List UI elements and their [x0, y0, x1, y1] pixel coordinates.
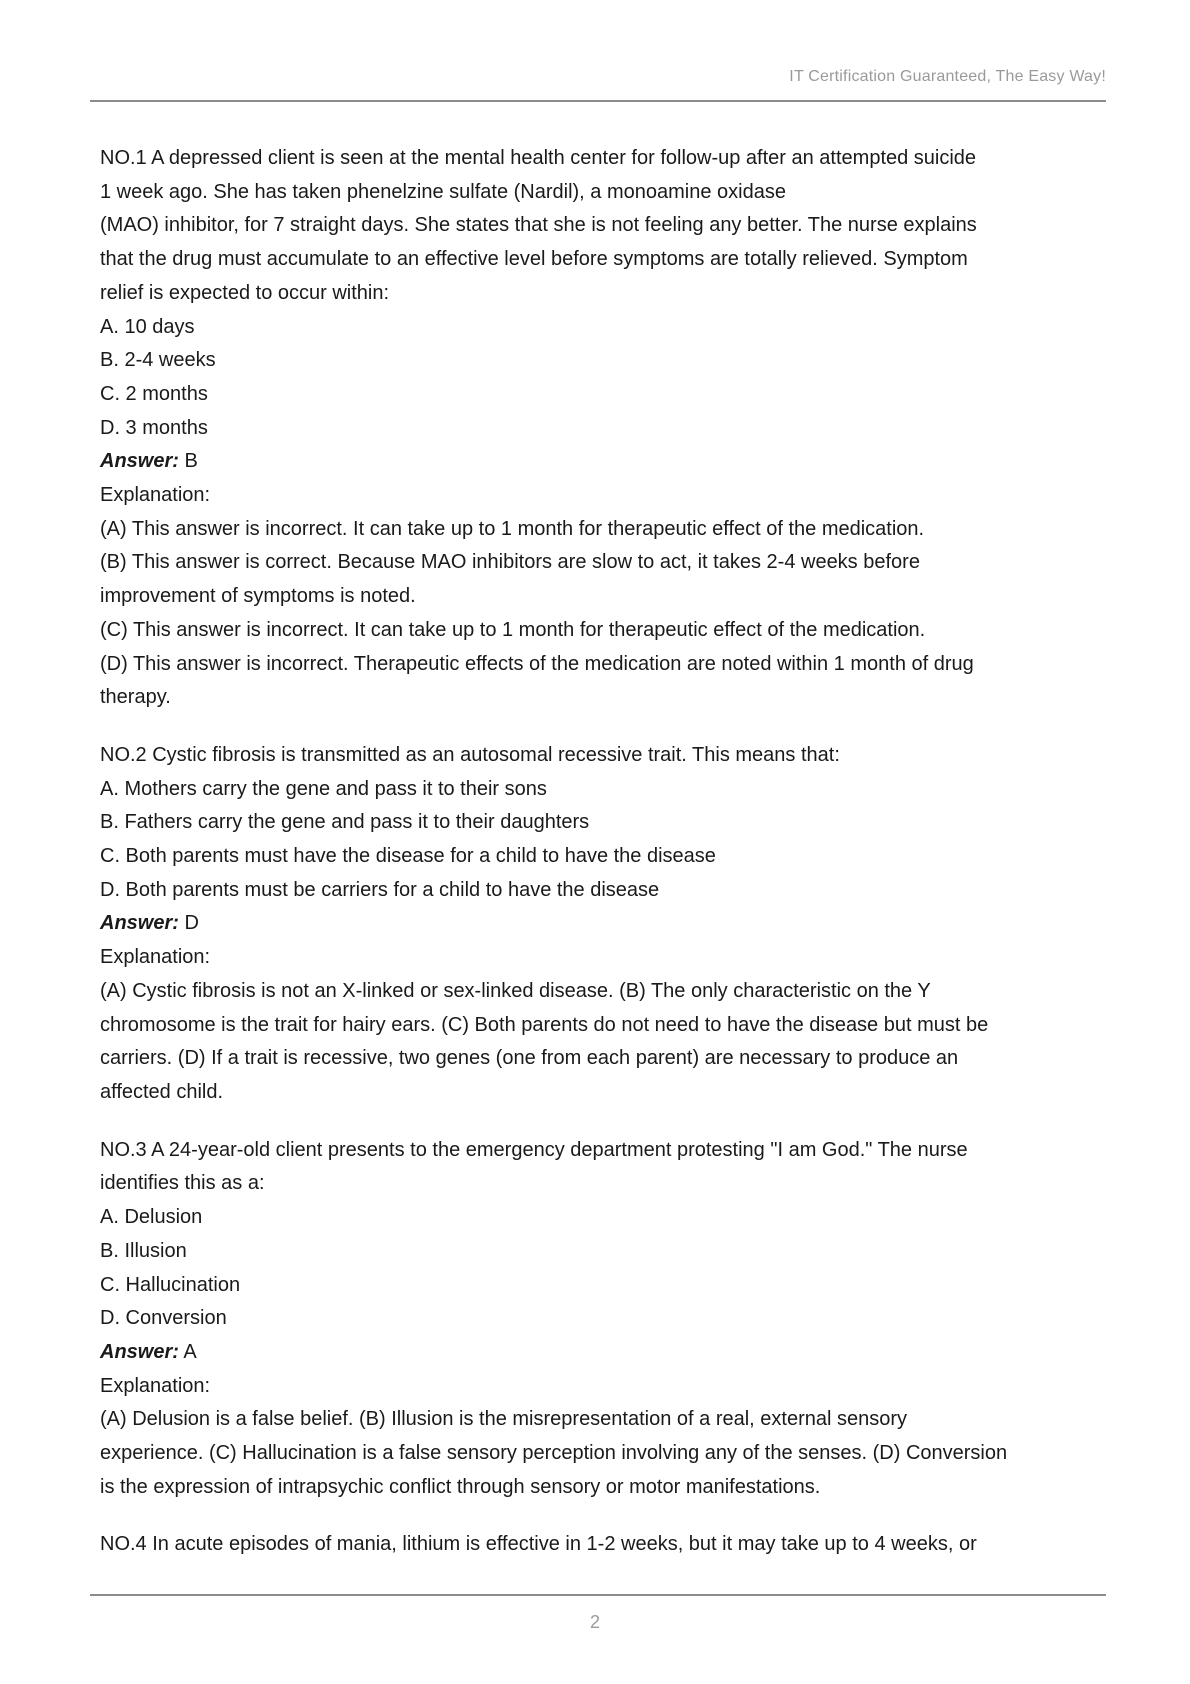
option-a: A. 10 days	[100, 315, 195, 338]
option-a: A. Delusion	[100, 1206, 203, 1229]
option-d: D. Conversion	[100, 1307, 227, 1330]
option-b: B. 2-4 weeks	[100, 349, 216, 372]
explanation-label: Explanation:	[100, 1374, 211, 1397]
explanation-line: (C) This answer is incorrect. It can take up to 1 month for therapeutic effect of the medication.	[100, 618, 926, 641]
answer-value: A	[183, 1340, 197, 1363]
option-c: C. 2 months	[100, 382, 208, 405]
explanation-line: (B) This answer is correct. Because MAO inhibitors are slow to act, it takes 2-4 weeks before	[100, 551, 920, 574]
question-2	[100, 739, 1090, 1110]
answer-line	[100, 445, 1090, 479]
option-d: D. 3 months	[100, 416, 208, 439]
question-stem-line: NO.4 In acute episodes of mania, lithium is effective in 1-2 weeks, but it may take up to 4 weeks, or	[100, 1533, 977, 1556]
answer-label: Answer:	[100, 1340, 179, 1363]
question-stem-line: 1 week ago. She has taken phenelzine sulfate (Nardil), a monoamine oxidase	[100, 180, 786, 203]
option-c: C. Hallucination	[100, 1273, 241, 1296]
explanation-label: Explanation:	[100, 484, 211, 507]
explanation-line: (A) Cystic fibrosis is not an X-linked or sex-linked disease. (B) The only characteristic on the Y	[100, 979, 931, 1002]
answer-line	[100, 1336, 1090, 1370]
question-stem-line: that the drug must accumulate to an effective level before symptoms are totally relieved. Symptom	[100, 248, 968, 271]
page-header: IT Certification Guaranteed, The Easy Way!	[789, 68, 1106, 85]
answer-label: Answer:	[100, 450, 179, 473]
question-stem-line: NO.2 Cystic fibrosis is transmitted as an autosomal recessive trait. This means that:	[100, 743, 840, 766]
option-c: C. Both parents must have the disease for a child to have the disease	[100, 845, 716, 868]
explanation-label: Explanation:	[100, 946, 211, 969]
option-b: B. Illusion	[100, 1239, 187, 1262]
page-number: 2	[589, 1612, 600, 1632]
explanation-line: therapy.	[100, 686, 171, 709]
question-stem-line: identifies this as a:	[100, 1172, 265, 1195]
answer-line	[100, 907, 1090, 941]
option-a: A. Mothers carry the gene and pass it to their sons	[100, 777, 547, 800]
question-stem-line: NO.1 A depressed client is seen at the mental health center for follow-up after an attempted suicide	[100, 147, 977, 169]
explanation-line: (A) Delusion is a false belief. (B) Illusion is the misrepresentation of a real, external sensory	[100, 1408, 908, 1431]
answer-value: D	[184, 912, 199, 935]
question-4	[100, 1528, 1090, 1562]
question-stem-line: relief is expected to occur within:	[100, 281, 390, 304]
question-stem-line: (MAO) inhibitor, for 7 straight days. She states that she is not feeling any better. The nurse explains	[100, 214, 977, 237]
explanation-line: experience. (C) Hallucination is a false sensory perception involving any of the senses. (D) Conversion	[100, 1442, 1008, 1465]
explanation-line: chromosome is the trait for hairy ears. (C) Both parents do not need to have the disease but must be	[100, 1013, 989, 1036]
explanation-line: (A) This answer is incorrect. It can take up to 1 month for therapeutic effect of the medication.	[100, 517, 925, 540]
header-divider	[90, 100, 1106, 102]
footer-divider	[90, 1594, 1106, 1596]
question-3	[100, 1134, 1090, 1505]
document-body	[100, 142, 1090, 1586]
explanation-line: (D) This answer is incorrect. Therapeutic effects of the medication are noted within 1 month of drug	[100, 652, 974, 675]
explanation-line: affected child.	[100, 1080, 224, 1103]
question-1	[100, 142, 1090, 715]
explanation-line: is the expression of intrapsychic conflict through sensory or motor manifestations.	[100, 1475, 821, 1498]
question-stem-line: NO.3 A 24-year-old client presents to the emergency department protesting "I am God." The nurse	[100, 1138, 968, 1161]
explanation-line: carriers. (D) If a trait is recessive, two genes (one from each parent) are necessary to produce an	[100, 1047, 959, 1070]
explanation-line: improvement of symptoms is noted.	[100, 585, 416, 608]
answer-label: Answer:	[100, 912, 179, 935]
option-d: D. Both parents must be carriers for a child to have the disease	[100, 878, 660, 901]
option-b: B. Fathers carry the gene and pass it to their daughters	[100, 811, 590, 834]
answer-value: B	[184, 450, 198, 473]
